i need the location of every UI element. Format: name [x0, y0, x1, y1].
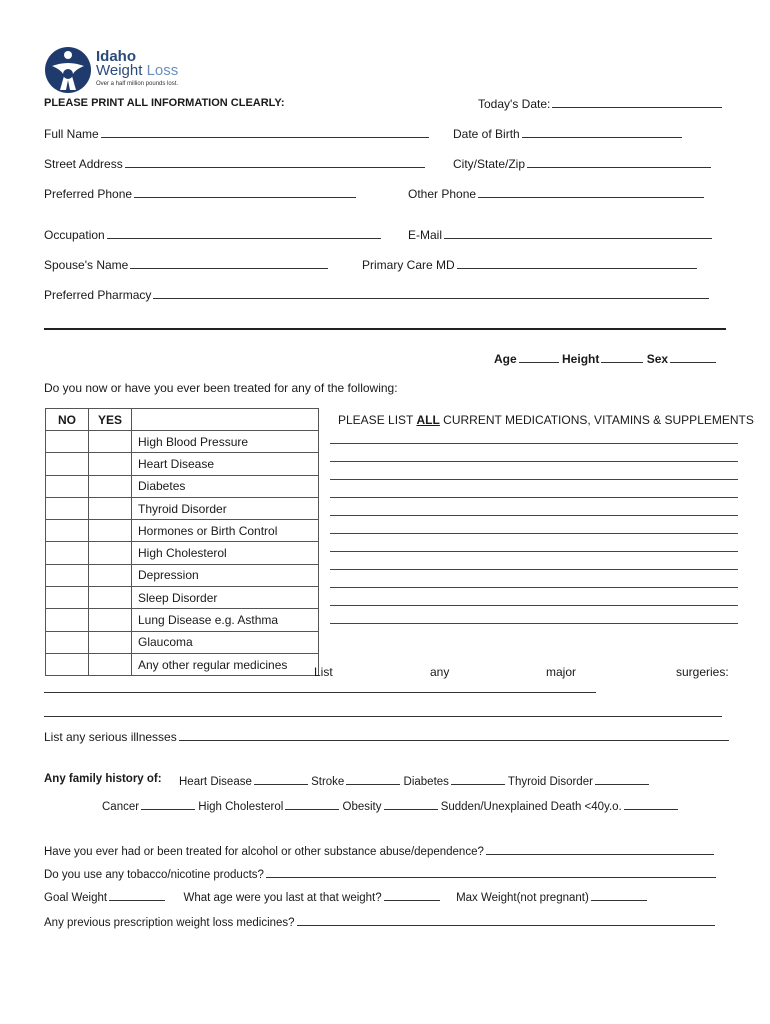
medication-line[interactable]: [330, 533, 738, 534]
table-row: [46, 609, 319, 631]
medication-line[interactable]: [330, 515, 738, 516]
condition-label: Glaucoma: [132, 631, 319, 653]
family-heart-disease: Heart Disease: [179, 776, 252, 788]
no-checkbox[interactable]: [46, 609, 89, 631]
family-stroke-blank[interactable]: [346, 773, 400, 785]
other-phone-field[interactable]: [408, 186, 704, 201]
city-state-zip-field[interactable]: [453, 156, 711, 171]
logo-loss: Loss: [146, 62, 179, 79]
primary-care-md-field[interactable]: [362, 257, 697, 272]
serious-illnesses-field[interactable]: [44, 729, 729, 744]
condition-label: Any other regular medicines: [132, 653, 319, 675]
condition-label: Thyroid Disorder: [132, 497, 319, 519]
medical-history-table: [45, 408, 319, 676]
max-weight-blank[interactable]: [591, 889, 647, 901]
surgeries-word-4: surgeries:: [676, 665, 729, 679]
todays-date-label: Today's Date:: [478, 97, 551, 111]
medication-line[interactable]: [330, 461, 738, 462]
no-checkbox[interactable]: [46, 453, 89, 475]
table-row: [46, 453, 319, 475]
family-obesity-blank[interactable]: [384, 798, 438, 810]
street-address-field[interactable]: [44, 156, 425, 171]
occupation-field[interactable]: [44, 227, 381, 242]
yes-checkbox[interactable]: [89, 431, 132, 453]
family-history-label: Any family history of:: [44, 773, 162, 785]
logo-weight: Weight: [96, 62, 143, 79]
goal-weight-row: [44, 889, 647, 904]
family-history-row-1: [179, 773, 649, 788]
condition-label: High Cholesterol: [132, 542, 319, 564]
no-checkbox[interactable]: [46, 653, 89, 675]
yes-checkbox[interactable]: [89, 453, 132, 475]
condition-column-header: [132, 409, 319, 431]
yes-column-header: YES: [89, 409, 132, 431]
family-diabetes-blank[interactable]: [451, 773, 505, 785]
surgeries-word-2: any: [430, 665, 450, 679]
substance-abuse-field[interactable]: [44, 843, 714, 858]
age-at-weight-blank[interactable]: [384, 889, 440, 901]
condition-label: High Blood Pressure: [132, 431, 319, 453]
clinic-logo: [44, 44, 194, 94]
history-question: Do you now or have you ever been treated for any of the following:: [44, 381, 398, 395]
spouses-name-field[interactable]: [44, 257, 328, 272]
medication-line[interactable]: [330, 623, 738, 624]
no-checkbox[interactable]: [46, 520, 89, 542]
medication-line[interactable]: [330, 587, 738, 588]
family-stroke: Stroke: [311, 776, 345, 788]
condition-label: Heart Disease: [132, 453, 319, 475]
other-phone-label: Other Phone: [408, 187, 477, 201]
no-checkbox[interactable]: [46, 587, 89, 609]
yes-checkbox[interactable]: [89, 609, 132, 631]
medication-line[interactable]: [330, 605, 738, 606]
no-checkbox[interactable]: [46, 497, 89, 519]
section-divider: [44, 328, 726, 330]
height-label: Height: [562, 352, 600, 366]
surgeries-word-3: major: [546, 665, 577, 679]
occupation-label: Occupation: [44, 228, 105, 242]
no-checkbox[interactable]: [46, 631, 89, 653]
medications-suffix: CURRENT MEDICATIONS, VITAMINS & SUPPLEMENTS: [439, 413, 754, 427]
no-checkbox[interactable]: [46, 431, 89, 453]
table-row: [46, 564, 319, 586]
family-diabetes: Diabetes: [403, 776, 449, 788]
no-checkbox[interactable]: [46, 475, 89, 497]
goal-weight-blank[interactable]: [109, 889, 165, 901]
preferred-pharmacy-field[interactable]: [44, 287, 709, 302]
primary-care-md-label: Primary Care MD: [362, 258, 455, 272]
family-sudden-death-blank[interactable]: [624, 798, 678, 810]
sex-label: Sex: [646, 352, 669, 366]
medications-prefix: PLEASE LIST: [338, 413, 417, 427]
yes-checkbox[interactable]: [89, 542, 132, 564]
yes-checkbox[interactable]: [89, 497, 132, 519]
age-label: Age: [494, 352, 517, 366]
table-row: [46, 631, 319, 653]
family-high-cholesterol: High Cholesterol: [198, 801, 284, 813]
street-address-label: Street Address: [44, 157, 123, 171]
email-label: E-Mail: [408, 228, 443, 242]
no-checkbox[interactable]: [46, 564, 89, 586]
surgeries-line[interactable]: [44, 692, 596, 693]
table-row: [46, 653, 319, 675]
full-name-label: Full Name: [44, 127, 99, 141]
family-thyroid-disorder: Thyroid Disorder: [507, 776, 593, 788]
email-field[interactable]: [408, 227, 712, 242]
date-of-birth-label: Date of Birth: [453, 127, 520, 141]
logo-line1: Idaho: [96, 48, 136, 65]
table-row: [46, 431, 319, 453]
family-high-cholesterol-blank[interactable]: [285, 798, 339, 810]
yes-checkbox[interactable]: [89, 564, 132, 586]
goal-weight-label: Goal Weight: [44, 892, 108, 904]
medication-line[interactable]: [330, 479, 738, 480]
condition-label: Lung Disease e.g. Asthma: [132, 609, 319, 631]
family-cancer: Cancer: [102, 801, 140, 813]
demographics-row[interactable]: [494, 351, 716, 366]
condition-label: Sleep Disorder: [132, 587, 319, 609]
yes-checkbox[interactable]: [89, 653, 132, 675]
family-cancer-blank[interactable]: [141, 798, 195, 810]
tobacco-field[interactable]: [44, 866, 716, 881]
substance-abuse-label: Have you ever had or been treated for alcohol or other substance abuse/dependence?: [44, 846, 484, 858]
family-thyroid-disorder-blank[interactable]: [595, 773, 649, 785]
yes-checkbox[interactable]: [89, 587, 132, 609]
table-header-row: [46, 409, 319, 431]
spouses-name-label: Spouse's Name: [44, 258, 129, 272]
preferred-phone-label: Preferred Phone: [44, 187, 133, 201]
family-heart-disease-blank[interactable]: [254, 773, 308, 785]
medications-emphasis: ALL: [416, 413, 440, 427]
previous-medicines-label: Any previous prescription weight loss medicines?: [44, 917, 295, 929]
medications-heading: [338, 413, 754, 427]
medication-line[interactable]: [330, 569, 738, 570]
medication-line[interactable]: [330, 497, 738, 498]
yes-checkbox[interactable]: [89, 475, 132, 497]
todays-date-field[interactable]: [478, 96, 722, 111]
serious-illnesses-label: List any serious illnesses: [44, 730, 177, 744]
condition-label: Depression: [132, 564, 319, 586]
logo-tagline: Over a half million pounds lost.: [96, 81, 179, 87]
medication-line[interactable]: [330, 443, 738, 444]
yes-checkbox[interactable]: [89, 631, 132, 653]
condition-label: Diabetes: [132, 475, 319, 497]
max-weight-label: Max Weight(not pregnant): [456, 892, 589, 904]
previous-medicines-field[interactable]: [44, 914, 715, 929]
full-name-field[interactable]: [44, 126, 429, 141]
family-history-row-2: [102, 798, 678, 813]
logo-line2: [96, 62, 178, 79]
family-obesity: Obesity: [342, 801, 382, 813]
no-checkbox[interactable]: [46, 542, 89, 564]
table-row: [46, 475, 319, 497]
yes-checkbox[interactable]: [89, 520, 132, 542]
preferred-phone-field[interactable]: [44, 186, 356, 201]
no-column-header: NO: [46, 409, 89, 431]
date-of-birth-field[interactable]: [453, 126, 682, 141]
preferred-pharmacy-label: Preferred Pharmacy: [44, 288, 152, 302]
logo-emblem-icon: [44, 46, 92, 94]
surgeries-word-1: List: [314, 665, 333, 679]
table-row: [46, 542, 319, 564]
age-at-weight-label: What age were you last at that weight?: [183, 892, 382, 904]
city-state-zip-label: City/State/Zip: [453, 157, 526, 171]
print-instruction: PLEASE PRINT ALL INFORMATION CLEARLY:: [44, 97, 285, 109]
tobacco-label: Do you use any tobacco/nicotine products?: [44, 869, 264, 881]
surgeries-line[interactable]: [44, 716, 722, 717]
condition-label: Hormones or Birth Control: [132, 520, 319, 542]
medication-line[interactable]: [330, 551, 738, 552]
family-sudden-death: Sudden/Unexplained Death <40y.o.: [440, 801, 622, 813]
table-row: [46, 497, 319, 519]
table-row: [46, 520, 319, 542]
table-row: [46, 587, 319, 609]
